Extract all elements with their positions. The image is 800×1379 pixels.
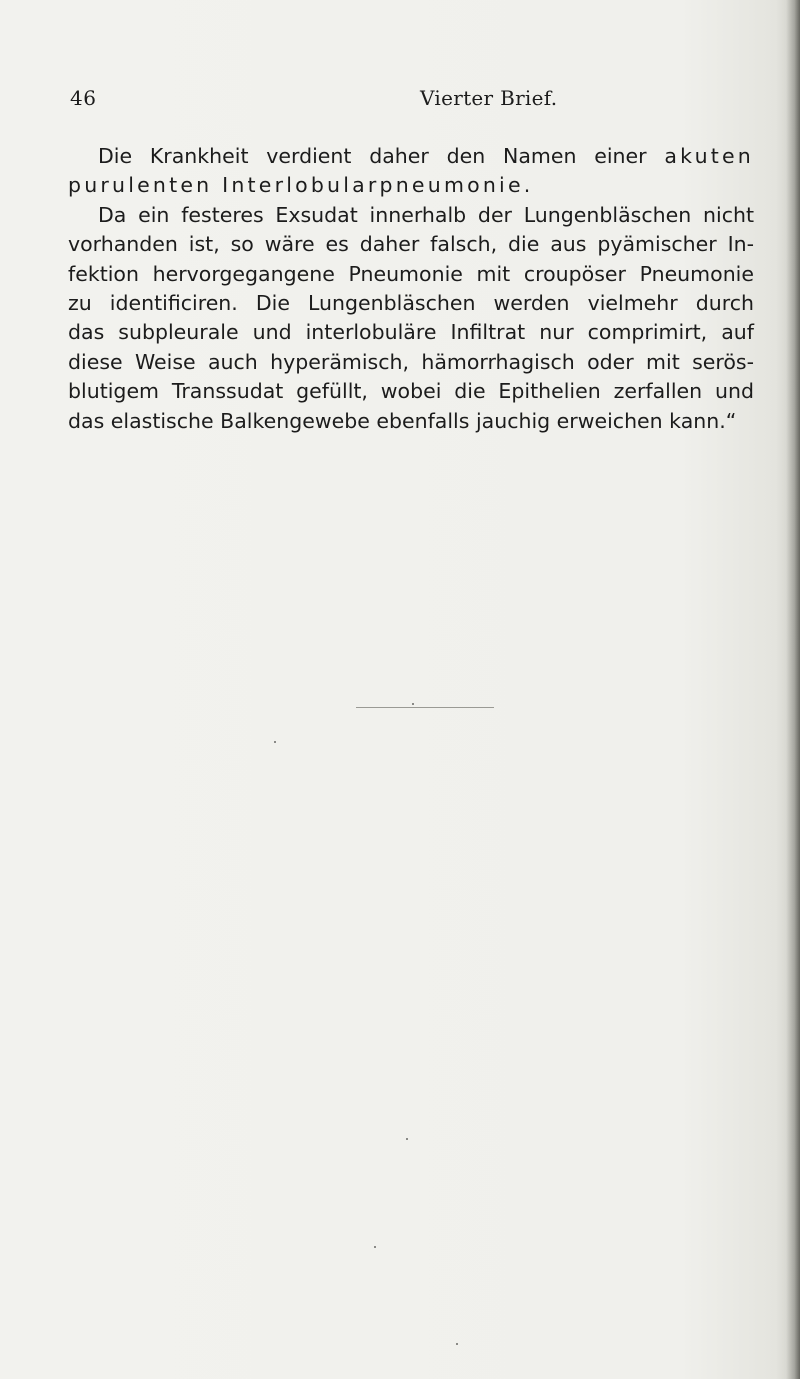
text-line-2-suffix: .	[523, 173, 531, 198]
text-line-1-prefix: Die Krankheit verdient daher den Namen einer	[98, 144, 647, 168]
body-text	[68, 142, 754, 436]
running-title: Vierter Brief.	[420, 86, 558, 110]
running-head	[70, 86, 730, 116]
text-line-8: diese Weise auch hyperämisch, hämorrhagisch oder mit serös-	[68, 349, 754, 374]
paper-speck	[274, 741, 276, 743]
paper-speck	[406, 1138, 408, 1140]
section-separator-rule	[356, 707, 494, 708]
text-line-3: Da ein festeres Exsudat innerhalb der Lungenbläschen nicht	[98, 202, 754, 227]
text-line-9: blutigem Transsudat gefüllt, wobei die Epithelien zerfallen und	[68, 379, 754, 404]
text-line-7: das subpleurale und interlobuläre Infiltrat nur comprimirt, auf	[68, 320, 754, 345]
emphasized-term-interlobularpneumonie: purulenten Interlobularpneumonie	[68, 173, 524, 198]
text-line-6: zu identificiren. Die Lungenbläschen werden vielmehr durch	[68, 291, 754, 316]
page-edge-shadow	[786, 0, 800, 1379]
paper-speck	[374, 1246, 376, 1248]
paper-speck	[456, 1343, 458, 1345]
text-line-10: das elastische Balkengewebe ebenfalls jauchig erweichen kann.“	[68, 408, 737, 433]
emphasized-term-akuten: akuten	[664, 144, 754, 168]
text-line-5: fektion hervorgegangene Pneumonie mit croupöser Pneumonie	[68, 261, 754, 286]
page-number: 46	[70, 86, 97, 110]
text-line-1	[68, 142, 754, 171]
text-line-4: vorhanden ist, so wäre es daher falsch, die aus pyämischer In-	[68, 232, 754, 257]
paper-speck	[412, 703, 414, 705]
text-line-2	[68, 171, 754, 200]
